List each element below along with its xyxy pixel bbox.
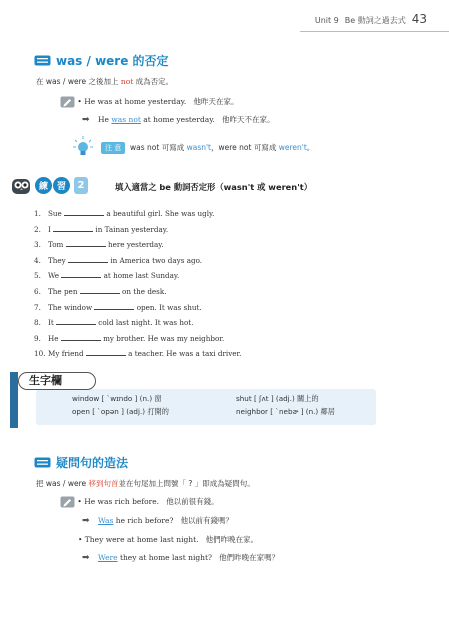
practice-badge-char2: 習 [53,177,70,194]
lightbulb-icon [73,136,93,162]
exercise-item: 6. The pen on the desk. [34,286,167,296]
exercise-item: 4. They in America two days ago. [34,255,203,265]
answer-blank[interactable] [86,349,126,356]
answer-blank[interactable] [61,271,101,278]
exercise-item: 3. Tom here yesterday. [34,240,164,250]
exercise-item: 1. Sue a beautiful girl. She was ugly. [34,209,215,218]
arrow-right-icon: ➡ [82,115,90,125]
exercise-item: 9. He my brother. He was my neighbor. [34,333,225,343]
vocab-neighbor: neighbor [ ˋnebɚ ] (n.) 鄰居 [236,407,335,416]
question-example-1: • He was rich before. 他以前很有錢。 [60,496,219,508]
note-line: 注 意 was not 可寫成 wasn't，were not 可寫成 weren't。 [101,142,314,153]
negative-intro: 在 was / were 之後加上 not 成為否定。 [36,77,174,86]
answer-blank[interactable] [64,209,104,216]
practice-badge [35,177,88,194]
practice-number: 2 [74,177,88,194]
exercise-item: 10. My friend a teacher. He was a taxi driver. [34,349,242,359]
arrow-right-icon: ➡ [82,516,90,526]
answer-blank[interactable] [53,225,93,232]
owl-icon [10,176,34,196]
section-title-text: 疑問句的造法 [56,456,129,470]
pencil-icon [60,496,75,508]
example-negative: ➡ He was not at home yesterday. 他昨天不在家。 [82,115,275,125]
page-number: 43 [411,12,427,26]
vocab-window: window [ ˋwɪndo ] (n.) 窗 [72,394,162,403]
section-title-negative [34,52,169,69]
section-title-text: was / were 的否定 [56,54,169,68]
answer-blank[interactable] [56,318,96,325]
answer-blank[interactable] [66,240,106,247]
question-example-2: ➡ Was he rich before? 他以前有錢嗎？ [82,516,234,526]
answer-blank[interactable] [68,256,108,263]
unit-topic: Be 動詞之過去式 [344,16,406,25]
vocab-shut: shut [ ʃʌt ] (adj.) 關上的 [236,394,319,403]
pencil-icon [60,96,75,108]
exercise-item: 2. I in Tainan yesterday. [34,224,169,234]
arrow-right-icon: ➡ [82,553,90,563]
exercise-list [34,209,241,365]
exercise-item: 5. We at home last Sunday. [34,271,180,281]
book-icon [34,457,51,468]
section-title-question [34,454,128,471]
question-intro: 把 was / were 移到句首並在句尾加上問號「 ? 」即成為疑問句。 [36,479,255,488]
question-example-4: ➡ Were they at home last night? 他們昨晚在家嗎？ [82,553,280,563]
vocabulary-title: 生字欄 [18,372,96,390]
answer-blank[interactable] [80,287,120,294]
page-header [315,12,427,26]
header-rule [300,31,449,32]
practice-badge-char1: 練 [35,177,52,194]
exercise-item: 7. The window open. It was shut. [34,302,202,312]
exercise-item: 8. It cold last night. It was hot. [34,318,194,328]
vocabulary-strip [10,372,18,428]
question-example-3: • They were at home last night. 他們昨晚在家。 [78,535,259,544]
book-icon [34,55,51,66]
example-affirmative: • He was at home yesterday. 他昨天在家。 [60,96,238,108]
unit-label: Unit 9 [314,16,339,25]
practice-instruction: 填入適當之 be 動詞否定形（wasn't 或 weren't） [115,182,313,192]
note-badge: 注 意 [101,142,125,154]
answer-blank[interactable] [61,334,101,341]
vocab-open: open [ ˋopən ] (adj.) 打開的 [72,407,169,416]
answer-blank[interactable] [94,303,134,310]
